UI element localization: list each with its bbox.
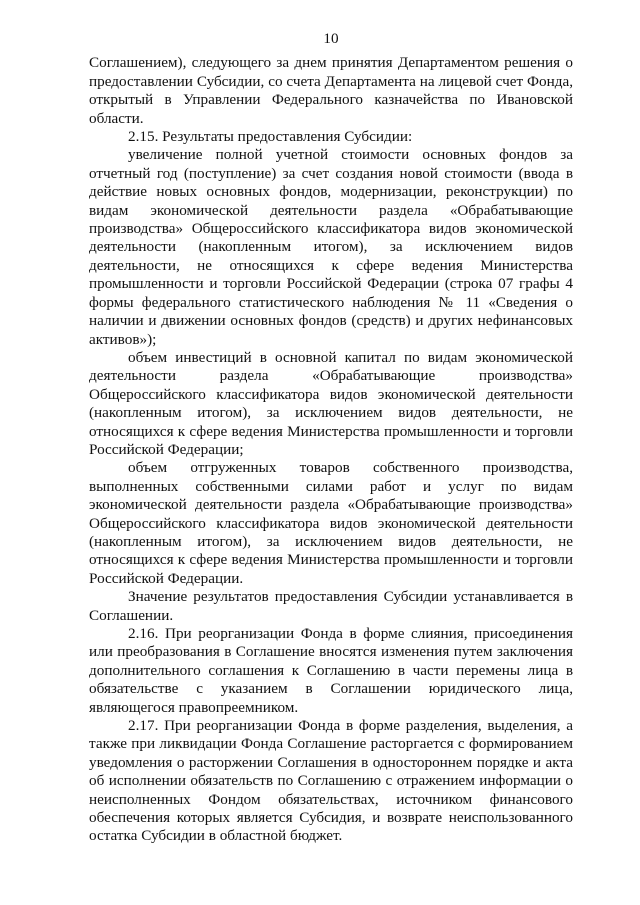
paragraph-continuation: Соглашением), следующего за днем принятия Департаментом решения о предоставлении Субсидии, со счета Департамента на лицевой счет Фонда, открытый в Управлении Федерального казначейства по Ивановской области. [89, 54, 573, 127]
page-number: 10 [323, 30, 339, 47]
result-item-shipped-goods: объем отгруженных товаров собственного производства, выполненных собственными силами работ и услуг по видам экономической деятельности раздела «Обрабатывающие производства» Общероссийского классификатора видов экономической деятельности (накопленным итогом), за исключением видов деятельности, не относящихся к сфере ведения Министерства промышленности и торговли Российской Федерации. [89, 459, 573, 587]
clause-2-15-heading: 2.15. Результаты предоставления Субсидии: [128, 128, 413, 146]
results-value-paragraph: Значение результатов предоставления Субсидии устанавливается в Соглашении. [89, 588, 573, 624]
result-item-investments: объем инвестиций в основной капитал по видам экономической деятельности раздела «Обрабатывающие производства» Общероссийского классификатора видов экономической деятельности (накопленным итогом), за исключением видов деятельности, не относящихся к сфере ведения Министерства промышленности и торговли Российской Федерации; [89, 348, 573, 458]
clause-2-17: 2.17. При реорганизации Фонда в форме разделения, выделения, а также при ликвидации Фонда Соглашение расторгается с формированием уведомления о расторжении Соглашения в одностороннем порядке и акта об исполнении обязательств по Соглашению с отражением информации о неисполненных Фондом обязательствах, источником финансового обеспечения которых является Субсидия, и возврате неиспользованного остатка Субсидии в областной бюджет. [89, 717, 573, 845]
document-page [89, 30, 573, 846]
result-item-fixed-assets: увеличение полной учетной стоимости основных фондов за отчетный год (поступление) за счет создания новой стоимости (ввода в действие новых основных фондов, модернизации, реконструкции) по видам экономической деятельности раздела «Обрабатывающие производства» Общероссийского классификатора видов экономической деятельности (накопленным итогом), за исключением видов деятельности, не относящихся к сфере ведения Министерства промышленности и торговли Российской Федерации (строка 07 графы 4 формы федерального статистического наблюдения № 11 «Сведения о наличии и движении основных фондов (средств) и других нефинансовых активов»); [89, 146, 573, 348]
clause-2-16: 2.16. При реорганизации Фонда в форме слияния, присоединения или преобразования в Соглашение вносятся изменения путем заключения дополнительного соглашения к Соглашению в части перемены лица в обязательстве с указанием в Соглашении юридического лица, являющегося правопреемником. [89, 625, 573, 716]
